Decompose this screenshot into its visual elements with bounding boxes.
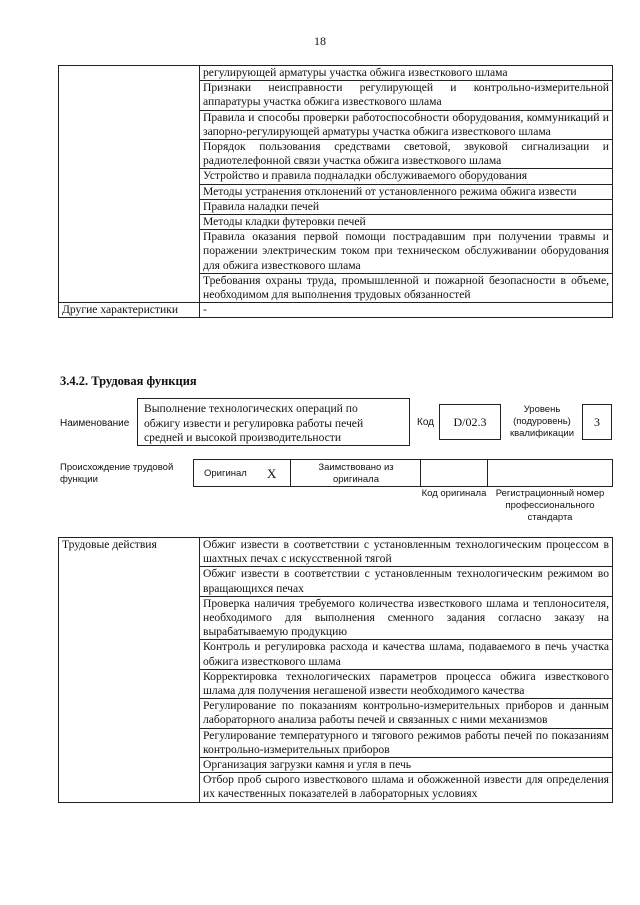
requirements-table bbox=[58, 65, 613, 318]
regnum-cell bbox=[487, 459, 613, 487]
table-row bbox=[59, 66, 613, 81]
labor-actions-label: Трудовые действия bbox=[59, 538, 200, 803]
requirement-item: Правила и способы проверки работоспособности оборудования, коммуникаций и запорно-регулирующей арматуры участка обжига известкового шлама bbox=[200, 110, 613, 139]
table-row bbox=[59, 538, 613, 567]
original-label: Оригинал bbox=[204, 468, 247, 479]
labor-action-item: Отбор проб сырого известкового шлама и обожженной извести для определения их качественных показателей в лабораторных условиях bbox=[200, 773, 613, 802]
labor-action-item: Контроль и регулировка расхода и качества шлама, подаваемого в печь участка обжига известкового шлама bbox=[200, 640, 613, 669]
table-cell-empty bbox=[59, 66, 200, 303]
labor-action-item: Организация загрузки камня и угля в печь bbox=[200, 758, 613, 773]
requirement-item: Устройство и правила подналадки обслуживаемого оборудования bbox=[200, 169, 613, 184]
labor-action-item: Регулирование температурного и тягового режимов работы печей по показаниям контрольно-измерительных приборов bbox=[200, 728, 613, 757]
requirement-item: Требования охраны труда, промышленной и пожарной безопасности в объеме, необходимом для выполнения трудовых обязанностей bbox=[200, 273, 613, 302]
requirement-item: Признаки неисправности регулирующей и контрольно-измерительной аппаратуры участка обжига известкового шлама bbox=[200, 81, 613, 110]
function-name-box bbox=[137, 398, 410, 446]
level-value: 3 bbox=[594, 415, 600, 429]
requirement-item: Правила оказания первой помощи пострадавшим при получении травмы и поражении электрическим током при техническом обслуживании оборудования для обжига известкового шлама bbox=[200, 230, 613, 274]
labor-action-item: Регулирование по показаниям контрольно-измерительных приборов и данным лабораторного анализа работы печей и связанных с ними механизмов bbox=[200, 699, 613, 728]
borrowed-label: Заимствовано из оригинала bbox=[318, 462, 394, 485]
origin-label: Происхождение трудовой функции bbox=[60, 462, 174, 485]
original-cell bbox=[193, 459, 291, 487]
other-characteristics-value: - bbox=[200, 303, 613, 318]
code-box bbox=[439, 404, 501, 440]
page-number: 18 bbox=[314, 34, 326, 48]
requirement-item: Правила наладки печей bbox=[200, 199, 613, 214]
section-heading: 3.4.2. Трудовая функция bbox=[60, 374, 197, 388]
origin-table bbox=[193, 459, 613, 487]
requirement-item: Методы кладки футеровки печей bbox=[200, 215, 613, 230]
labor-actions-table bbox=[58, 537, 613, 803]
name-label: Наименование bbox=[60, 418, 130, 429]
labor-action-item: Корректировка технологических параметров процесса обжига известкового шлама для получения негашеной извести необходимого качества bbox=[200, 669, 613, 698]
regnum-caption: Регистрационный номер профессионального стандарта bbox=[495, 488, 605, 523]
code-value: D/02.3 bbox=[453, 415, 487, 429]
borrowed-cell bbox=[290, 459, 421, 487]
requirement-item: Порядок пользования средствами световой, звуковой сигнализации и радиотелефонной связи участка обжига известкового шлама bbox=[200, 140, 613, 169]
labor-action-item: Обжиг извести в соответствии с установленным технологическим режимом во вращающихся печах bbox=[200, 567, 613, 596]
original-code-cell bbox=[420, 459, 488, 487]
original-mark: X bbox=[267, 466, 277, 481]
original-code-caption: Код оригинала bbox=[421, 488, 487, 499]
labor-action-item: Обжиг извести в соответствии с установленным технологическим процессом в шахтных печах с искусственной тягой bbox=[200, 538, 613, 567]
table-row bbox=[59, 303, 613, 318]
requirement-item: Методы устранения отклонений от установленного режима обжига извести bbox=[200, 184, 613, 199]
labor-action-item: Проверка наличия требуемого количества известкового шлама и теплоносителя, необходимого для выполнения сменного задания согласно заказу на вырабатываемую продукцию bbox=[200, 596, 613, 640]
other-characteristics-label: Другие характеристики bbox=[59, 303, 200, 318]
requirement-item: регулирующей арматуры участка обжига известкового шлама bbox=[200, 66, 613, 81]
level-label: Уровень (подуровень) квалификации bbox=[509, 404, 575, 439]
function-name-value: Выполнение технологических операций по обжигу извести и регулировка работы печей средней и высокой производительности bbox=[144, 402, 364, 444]
code-label: Код bbox=[417, 417, 435, 428]
level-box bbox=[582, 404, 612, 440]
